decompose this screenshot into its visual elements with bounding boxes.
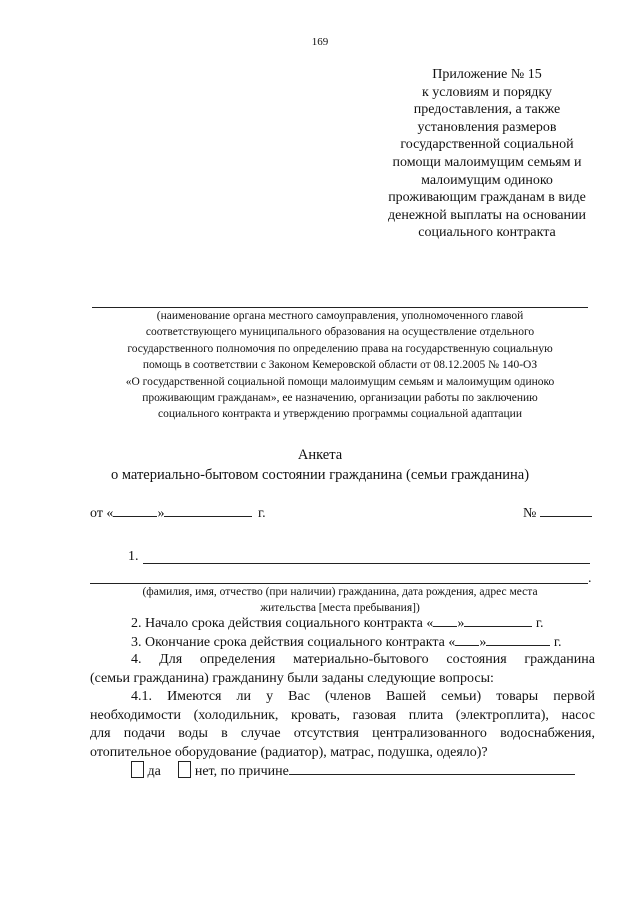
date-prefix: от « [90,506,114,521]
caption-line: помощь в соответствии с Законом Кемеровской области от 08.12.2005 № 140-ОЗ [142,359,538,372]
item-3-suffix: г. [553,635,562,650]
item-4-1-line: для подачи воды в случае отсутствия централизованного водоснабжения, [90,726,595,741]
item-3-text: 3. Окончание срока действия социального контракта « [131,635,456,650]
annex-line: предоставления, а также [413,102,561,118]
item-3-quote-close: » [479,635,487,650]
annex-line: социального контракта [418,225,556,241]
annex-line: к условиям и порядку [421,84,553,100]
item-2-day-blank[interactable] [433,614,457,627]
annex-line: установления размеров [417,119,557,135]
item-1-number: 1. [128,549,139,564]
annex-line: Приложение № 15 [432,67,542,82]
caption-line: «О государственной социальной помощи малоимущим семьям и малоимущим одиноко [125,375,555,388]
item-3-day-blank[interactable] [455,633,479,646]
item-4-line: 4. Для определения материально-бытового состояния гражданина [131,652,595,667]
item-4-1-line: необходимости (холодильник, кровать, газовая плита (электроплита), насос [90,707,595,723]
item-1-caption [60,584,620,617]
date-day-blank[interactable] [113,504,157,517]
caption-line: соответствующего муниципального образования на осуществление отдельного [145,326,535,339]
item-2-month-blank[interactable] [464,614,532,627]
answer-row [131,761,575,780]
number-blank[interactable] [540,504,592,517]
form-title: Анкета [297,447,343,463]
authority-caption [60,308,620,423]
item-4-1-line: отопительное оборудование (радиатор), матрас, подушка, одеяло)? [90,744,488,760]
caption-line: государственного полномочия по определению права на государственную социальную [127,342,553,355]
annex-line: денежной выплаты на основании [388,207,586,223]
item-3-month-blank[interactable] [486,633,550,646]
item-2-suffix: г. [535,616,544,631]
caption-line: проживающим гражданам», ее назначению, организации работы по заключению [142,392,538,405]
no-label: нет, по причине [194,764,289,779]
caption-line: (наименование органа местного самоуправления, уполномоченного главой [156,310,524,322]
annex-line: государственной социальной [400,137,574,153]
annex-line: малоимущим одиноко [421,172,553,188]
item-3 [131,633,562,651]
caption-line: социального контракта и утверждению программы социальной адаптации [158,408,522,421]
yes-label: да [147,764,161,779]
item-4 [90,651,595,688]
item-4-1 [90,688,595,762]
date-month-blank[interactable] [164,504,252,517]
annex-line: проживающим гражданам в виде [388,190,586,206]
reason-blank[interactable] [289,762,575,775]
item-2-text: 2. Начало срока действия социального контракта « [131,616,434,631]
annex-line: помощи малоимущим семьям и [392,154,582,170]
date-year-suffix: г. [257,506,266,521]
number-field [523,504,592,522]
page-number: 169 [311,36,329,48]
caption-line: (фамилия, имя, отчество (при наличии) гражданина, дата рождения, адрес места [142,586,538,598]
item-2-quote-close: » [457,616,465,631]
item-1-end-dot: . [588,571,592,586]
annex-header [372,66,602,242]
yes-checkbox[interactable] [131,761,144,778]
item-2 [131,614,544,632]
number-label: № [523,506,537,521]
date-field [90,504,266,522]
caption-line: жительства [места пребывания]) [260,602,420,615]
item-1-line-1[interactable] [143,563,590,564]
item-4-line: (семьи гражданина) гражданину были заданы следующие вопросы: [90,670,494,686]
form-subtitle: о материально-бытовом состоянии гражданина (семьи гражданина) [110,467,530,483]
date-quote-close: » [157,506,165,521]
item-4-1-line: 4.1. Имеются ли у Вас (членов Вашей семьи) товары первой [131,689,595,704]
no-checkbox[interactable] [178,761,191,778]
